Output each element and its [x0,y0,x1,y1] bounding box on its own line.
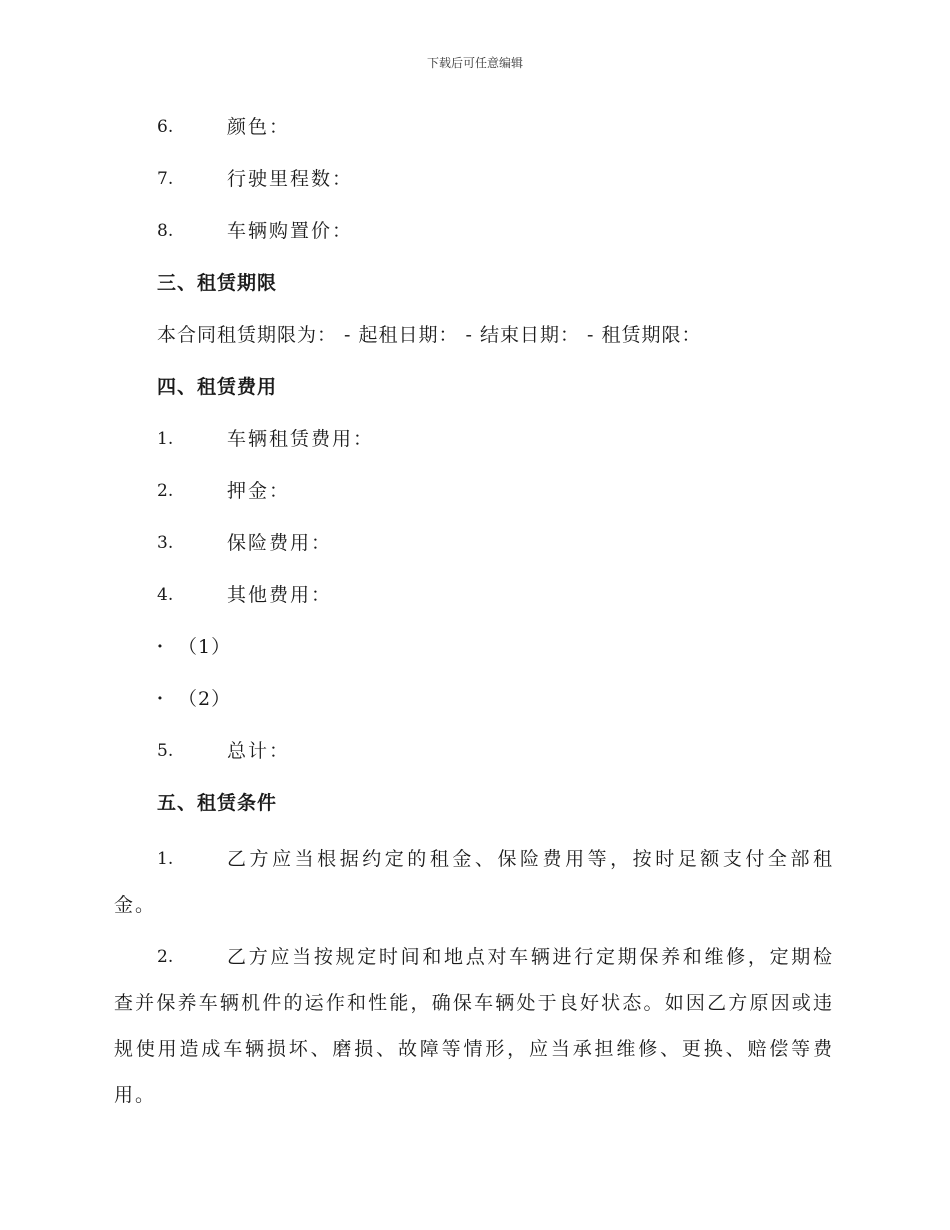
item-number: 2. [157,481,174,501]
sub-item-2 [114,680,834,732]
condition-paragraph-1 [114,836,834,928]
item-number: 8. [157,221,174,241]
item-number: 3. [157,533,174,553]
document-body [114,108,834,1124]
list-item-mileage [114,160,834,212]
item-label: 总计： [227,740,291,762]
list-item-rental-fee [114,420,834,472]
section-heading-lease-fees: 四、租赁费用 [157,376,278,398]
item-number: 6. [157,117,174,137]
item-label: 保险费用： [227,532,333,554]
paragraph-number: 2. [157,947,174,967]
list-item-color [114,108,834,160]
item-label: 押金： [227,480,291,502]
list-item-insurance-fee [114,524,834,576]
lease-term-text: 本合同租赁期限为： - 起租日期： - 结束日期： - 租赁期限： [157,324,702,346]
list-item-deposit [114,472,834,524]
list-item-other-fees [114,576,834,628]
item-label: 车辆购置价： [227,220,354,242]
item-number: 4. [157,585,174,605]
item-label: 行驶里程数： [227,168,354,190]
list-item-purchase-price [114,212,834,264]
bullet-icon: · [157,689,163,709]
item-label: 车辆租赁费用： [227,428,375,450]
sub-item-label: （1） [178,636,232,658]
paragraph-number: 1. [157,849,174,869]
paragraph-text: 乙方应当按规定时间和地点对车辆进行定期保养和维修，定期检查并保养车辆机件的运作和性能，确保车辆处于良好状态。如因乙方原因或违规使用造成车辆损坏、磨损、故障等情形，应当承担维修、更换、赔偿等费用。 [114,946,834,1106]
paragraph-text: 乙方应当根据约定的租金、保险费用等，按时足额支付全部租金。 [114,848,834,916]
item-number: 1. [157,429,174,449]
bullet-icon: · [157,637,163,657]
list-item-total [114,732,834,784]
item-number: 7. [157,169,174,189]
sub-item-label: （2） [178,688,232,710]
item-number: 5. [157,741,174,761]
section-heading-lease-conditions: 五、租赁条件 [157,792,278,814]
page-header-note: 下载后可任意编辑 [426,56,523,70]
item-label: 颜色： [227,116,291,138]
sub-item-1 [114,628,834,680]
condition-paragraph-2 [114,934,834,1118]
item-label: 其他费用： [227,584,333,606]
section-heading-lease-term: 三、租赁期限 [157,272,278,294]
